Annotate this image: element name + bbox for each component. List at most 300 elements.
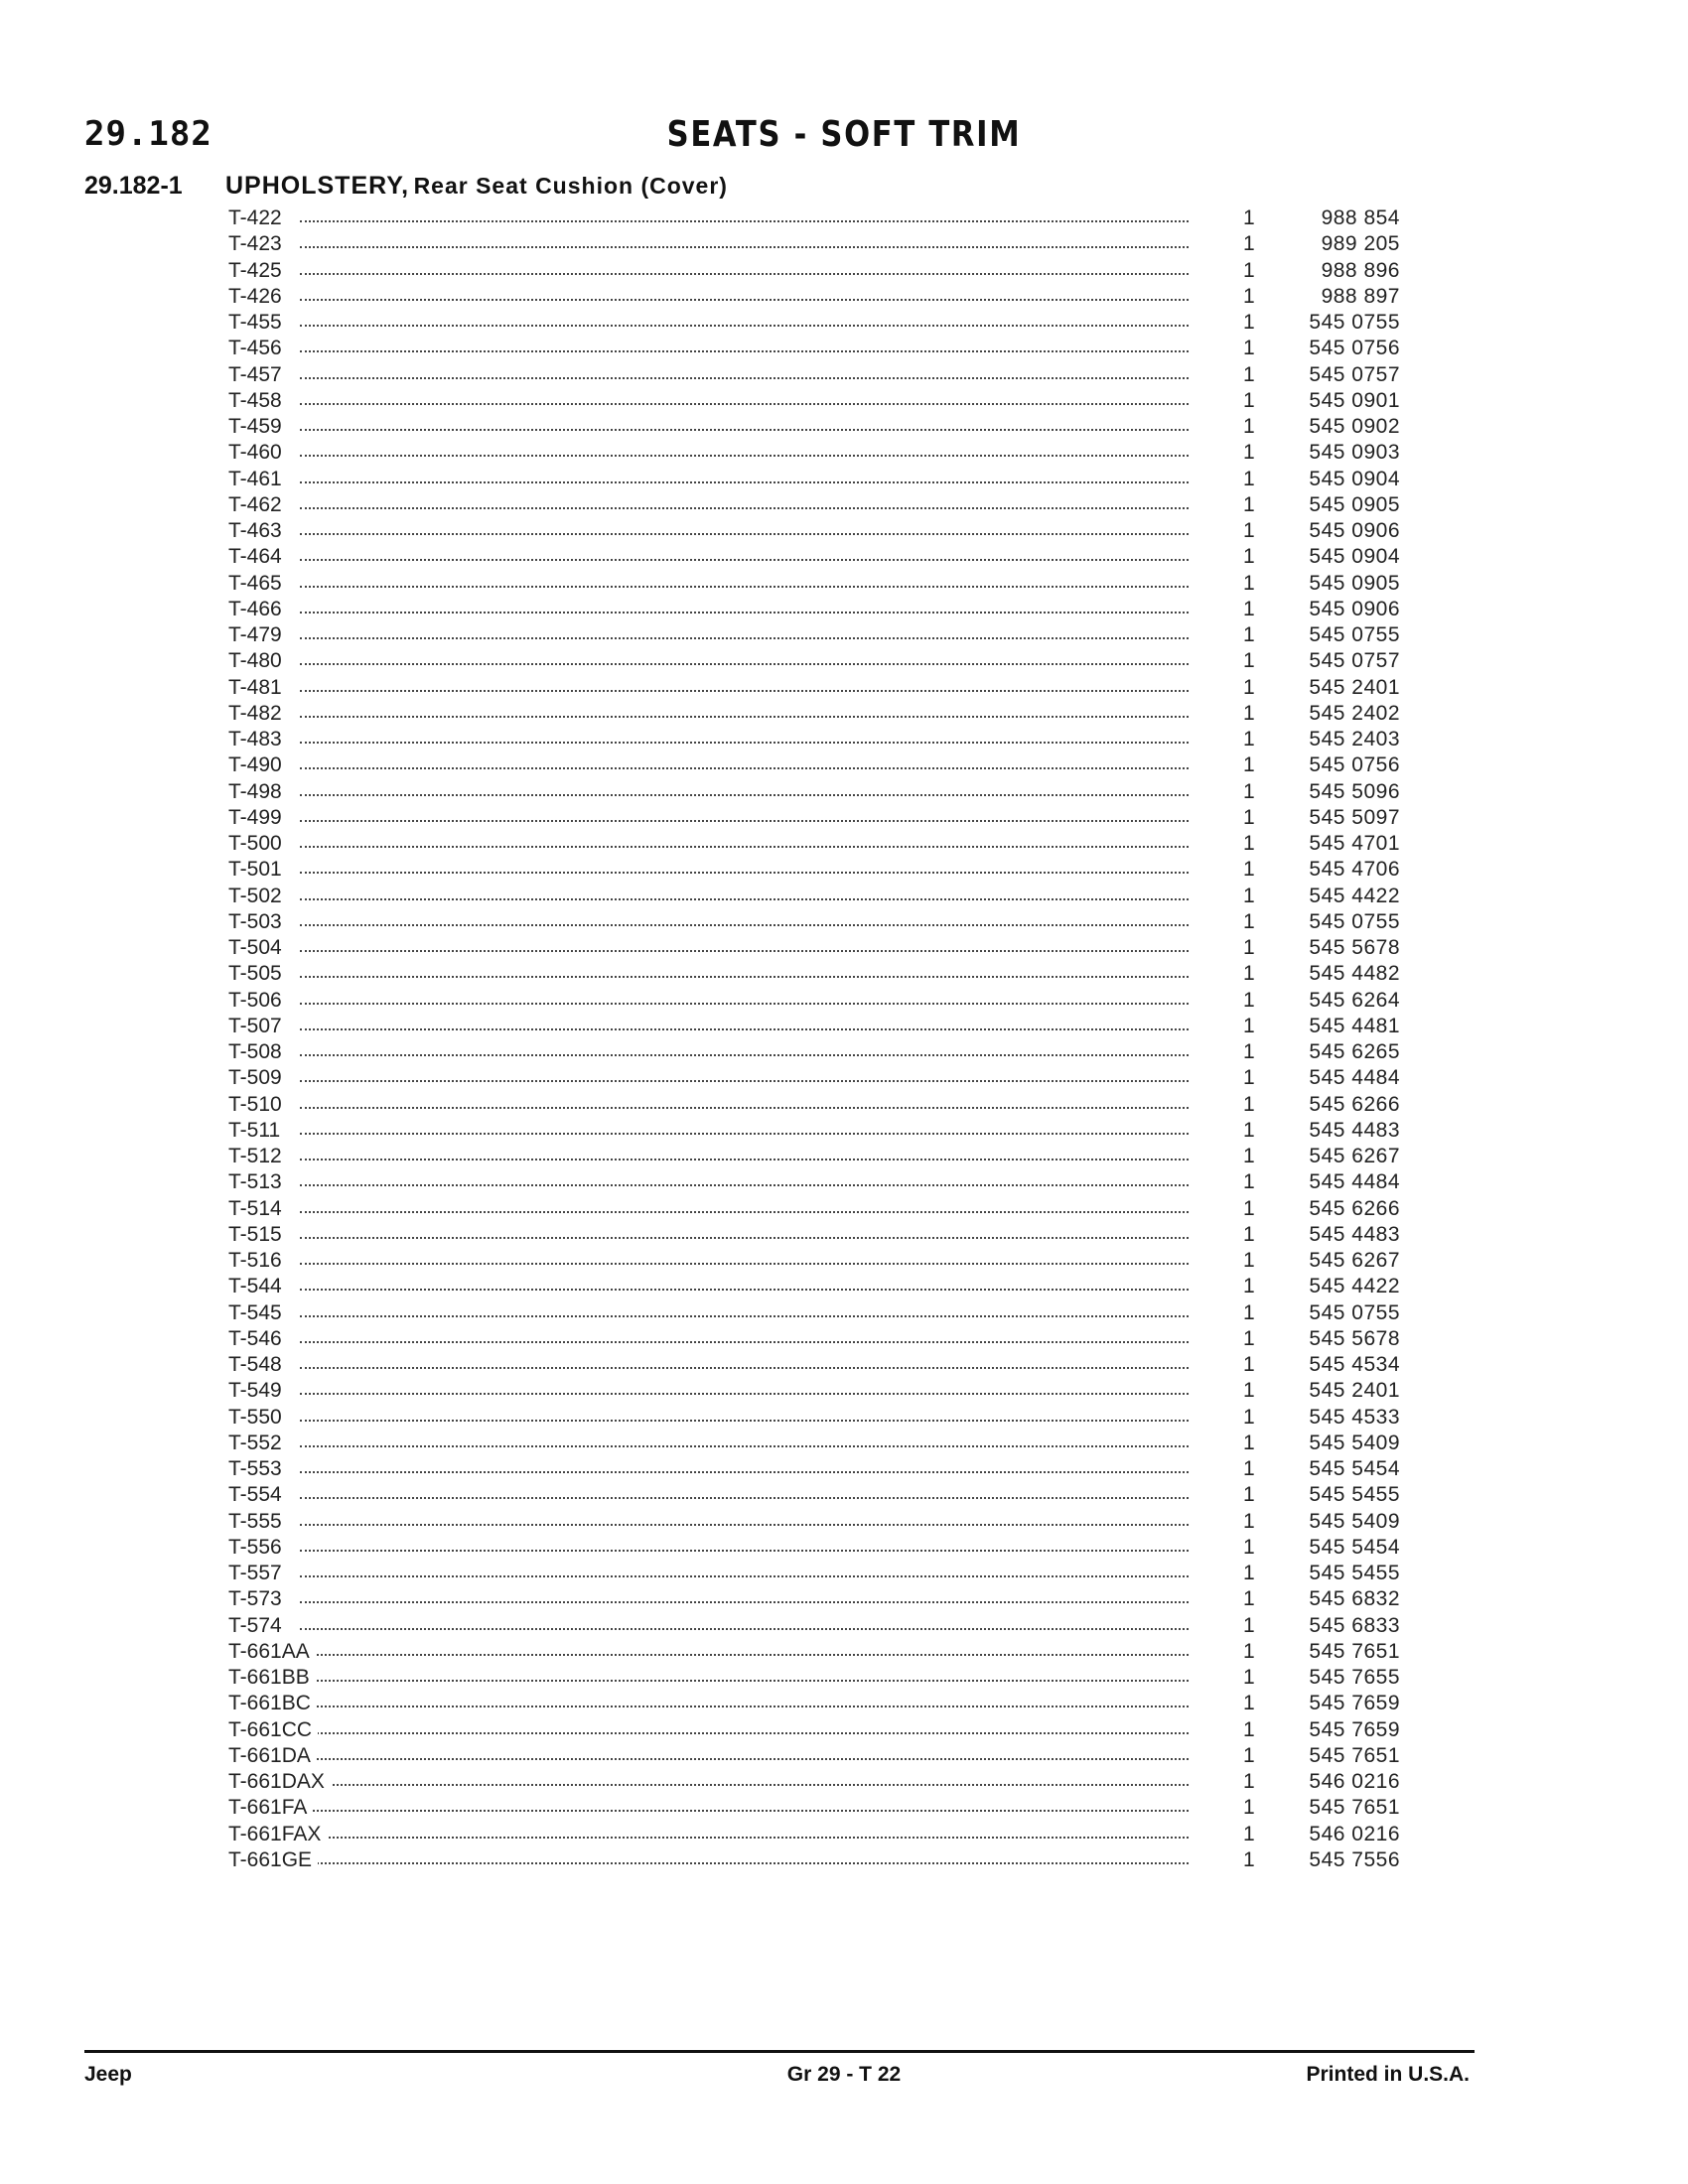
list-item <box>228 701 1400 727</box>
quantity: 1 <box>1243 1666 1255 1689</box>
dot-leader <box>300 794 1189 796</box>
part-number: 545 5455 <box>1309 1483 1400 1507</box>
trim-code: T-482 <box>228 701 288 727</box>
dot-leader <box>300 767 1189 769</box>
list-item <box>228 467 1400 492</box>
list-item <box>228 1586 1400 1612</box>
trim-code: T-461 <box>228 467 288 492</box>
dot-leader <box>300 612 1189 614</box>
part-number: 988 896 <box>1321 258 1400 282</box>
trim-code: T-463 <box>228 518 288 544</box>
dot-leader <box>300 1237 1189 1239</box>
dot-leader <box>300 325 1189 327</box>
trim-code: T-422 <box>228 205 288 231</box>
list-item <box>228 1795 1400 1821</box>
part-number: 988 854 <box>1321 206 1400 229</box>
quantity: 1 <box>1243 1847 1255 1871</box>
part-number: 545 0755 <box>1309 909 1400 933</box>
dot-leader <box>300 663 1189 665</box>
dot-leader <box>300 1133 1189 1135</box>
part-number: 545 6267 <box>1309 1145 1400 1167</box>
trim-code: T-483 <box>228 727 288 752</box>
dot-leader <box>300 1550 1189 1552</box>
trim-code: T-504 <box>228 935 288 961</box>
list-item <box>228 622 1400 648</box>
dot-leader <box>300 1341 1189 1343</box>
dot-leader <box>300 1028 1189 1030</box>
part-number: 545 0905 <box>1309 571 1400 595</box>
dot-leader <box>300 1080 1189 1082</box>
quantity: 1 <box>1243 1822 1255 1845</box>
list-item <box>228 362 1400 388</box>
quantity: 1 <box>1243 649 1255 673</box>
part-number: 545 6264 <box>1309 988 1400 1012</box>
list-item <box>228 935 1400 961</box>
quantity: 1 <box>1243 362 1255 386</box>
trim-code: T-458 <box>228 388 288 414</box>
list-item <box>228 727 1400 752</box>
trim-code: T-661DA <box>228 1743 317 1769</box>
dot-leader <box>300 637 1189 639</box>
list-item <box>228 752 1400 778</box>
dot-leader <box>300 1732 1189 1734</box>
part-number: 545 7651 <box>1309 1743 1400 1767</box>
quantity: 1 <box>1243 805 1255 829</box>
dot-leader <box>300 1862 1189 1864</box>
list-item <box>228 675 1400 701</box>
list-item <box>228 1561 1400 1586</box>
quantity: 1 <box>1243 884 1255 907</box>
trim-code: T-511 <box>228 1118 286 1144</box>
quantity: 1 <box>1243 311 1255 334</box>
dot-leader <box>300 559 1189 561</box>
trim-code: T-462 <box>228 492 288 518</box>
list-item <box>228 1222 1400 1248</box>
footer-group-ref: Gr 29 - T 22 <box>786 2063 902 2086</box>
part-number: 545 6266 <box>1309 1092 1400 1116</box>
dot-leader <box>300 742 1189 744</box>
trim-code: T-425 <box>228 258 288 284</box>
dot-leader <box>300 950 1189 952</box>
trim-code: T-661FAX <box>228 1822 327 1847</box>
quantity: 1 <box>1243 623 1255 646</box>
dot-leader <box>300 429 1189 431</box>
trim-code: T-550 <box>228 1405 288 1431</box>
section-subtitle: Rear Seat Cushion (Cover) <box>413 173 728 199</box>
list-item <box>228 648 1400 674</box>
list-item <box>228 1665 1400 1691</box>
part-number: 545 2401 <box>1309 675 1400 699</box>
trim-code: T-500 <box>228 831 288 857</box>
trim-code: T-426 <box>228 284 288 310</box>
quantity: 1 <box>1243 492 1255 516</box>
part-number: 545 0904 <box>1309 545 1400 569</box>
quantity: 1 <box>1243 1431 1255 1454</box>
dot-leader <box>300 976 1189 978</box>
part-number: 545 5678 <box>1309 1326 1400 1350</box>
quantity: 1 <box>1243 519 1255 542</box>
quantity: 1 <box>1243 1222 1255 1246</box>
trim-code: T-513 <box>228 1169 288 1195</box>
part-number: 545 4533 <box>1309 1405 1400 1429</box>
dot-leader <box>300 481 1189 483</box>
trim-code: T-456 <box>228 336 288 361</box>
part-number: 545 5678 <box>1309 936 1400 959</box>
dot-leader <box>300 1211 1189 1213</box>
list-item <box>228 571 1400 597</box>
list-item <box>228 884 1400 909</box>
quantity: 1 <box>1243 753 1255 777</box>
quantity: 1 <box>1243 779 1255 803</box>
dot-leader <box>300 1471 1189 1473</box>
quantity: 1 <box>1243 1040 1255 1063</box>
dot-leader <box>300 1680 1189 1682</box>
list-item <box>228 805 1400 831</box>
quantity: 1 <box>1243 1587 1255 1611</box>
trim-code: T-480 <box>228 648 288 674</box>
trim-code: T-661BC <box>228 1691 317 1716</box>
part-number: 545 6267 <box>1309 1249 1400 1272</box>
quantity: 1 <box>1243 1326 1255 1350</box>
trim-code: T-574 <box>228 1613 288 1639</box>
list-item <box>228 1613 1400 1639</box>
list-item <box>228 1535 1400 1561</box>
trim-code: T-509 <box>228 1065 288 1091</box>
trim-code: T-661AA <box>228 1639 316 1665</box>
trim-code: T-464 <box>228 544 288 570</box>
dot-leader <box>300 1784 1189 1786</box>
list-item <box>228 831 1400 857</box>
quantity: 1 <box>1243 284 1255 308</box>
list-item <box>228 1769 1400 1795</box>
trim-code: T-508 <box>228 1039 288 1065</box>
part-number: 545 0755 <box>1309 311 1400 334</box>
dot-leader <box>300 1497 1189 1499</box>
list-item <box>228 1378 1400 1404</box>
list-item <box>228 544 1400 570</box>
trim-code: T-510 <box>228 1092 288 1118</box>
dot-leader <box>300 299 1189 301</box>
part-number: 545 6265 <box>1309 1040 1400 1063</box>
dot-leader <box>300 1054 1189 1056</box>
quantity: 1 <box>1243 206 1255 229</box>
part-number: 545 4483 <box>1309 1222 1400 1246</box>
trim-code: T-505 <box>228 961 288 987</box>
part-number: 545 2403 <box>1309 728 1400 751</box>
trim-code: T-546 <box>228 1326 288 1352</box>
list-item <box>228 1118 1400 1144</box>
part-number: 545 0906 <box>1309 597 1400 620</box>
trim-code: T-423 <box>228 231 288 257</box>
part-number: 545 0756 <box>1309 753 1400 777</box>
footer-rule <box>84 2050 1475 2053</box>
trim-code: T-503 <box>228 909 288 935</box>
quantity: 1 <box>1243 597 1255 620</box>
dot-leader <box>300 533 1189 535</box>
part-number: 545 2402 <box>1309 701 1400 725</box>
part-number: 545 0757 <box>1309 649 1400 673</box>
dot-leader <box>300 1601 1189 1603</box>
quantity: 1 <box>1243 1275 1255 1298</box>
dot-leader <box>300 1420 1189 1422</box>
list-item <box>228 1509 1400 1535</box>
quantity: 1 <box>1243 1196 1255 1220</box>
dot-leader <box>300 377 1189 379</box>
quantity: 1 <box>1243 675 1255 699</box>
trim-code: T-498 <box>228 779 288 805</box>
dot-leader <box>300 1445 1189 1447</box>
list-item <box>228 205 1400 231</box>
list-item <box>228 231 1400 257</box>
dot-leader <box>300 820 1189 822</box>
part-number: 545 0905 <box>1309 492 1400 516</box>
quantity: 1 <box>1243 441 1255 465</box>
part-number: 545 2401 <box>1309 1379 1400 1403</box>
page-number: 29.182 <box>84 114 212 154</box>
section-heading <box>84 172 728 201</box>
list-item <box>228 336 1400 361</box>
trim-code: T-514 <box>228 1196 288 1222</box>
trim-code: T-548 <box>228 1352 288 1378</box>
trim-code: T-460 <box>228 440 288 466</box>
part-number: 546 0216 <box>1309 1770 1400 1793</box>
list-item <box>228 1274 1400 1299</box>
section-title: UPHOLSTERY, <box>225 172 410 200</box>
trim-code: T-501 <box>228 857 288 883</box>
quantity: 1 <box>1243 388 1255 412</box>
part-number: 545 5454 <box>1309 1457 1400 1480</box>
list-item <box>228 1405 1400 1431</box>
dot-leader <box>300 1393 1189 1395</box>
dot-leader <box>300 586 1189 588</box>
dot-leader <box>300 690 1189 692</box>
part-number: 545 7556 <box>1309 1847 1400 1871</box>
trim-code: T-479 <box>228 622 288 648</box>
trim-code: T-512 <box>228 1144 288 1169</box>
dot-leader <box>300 716 1189 718</box>
list-item <box>228 597 1400 622</box>
list-item <box>228 1352 1400 1378</box>
dot-leader <box>300 872 1189 874</box>
quantity: 1 <box>1243 1796 1255 1820</box>
trim-code: T-554 <box>228 1482 288 1508</box>
part-number: 545 0901 <box>1309 388 1400 412</box>
quantity: 1 <box>1243 1379 1255 1403</box>
trim-code: T-661FA <box>228 1795 313 1821</box>
part-number: 545 0757 <box>1309 362 1400 386</box>
section-number: 29.182-1 <box>84 172 183 200</box>
dot-leader <box>300 220 1189 222</box>
dot-leader <box>300 846 1189 848</box>
quantity: 1 <box>1243 337 1255 360</box>
quantity: 1 <box>1243 728 1255 751</box>
part-number: 988 897 <box>1321 284 1400 308</box>
dot-leader <box>300 1003 1189 1005</box>
trim-code: T-502 <box>228 884 288 909</box>
part-number: 545 0756 <box>1309 337 1400 360</box>
trim-code: T-466 <box>228 597 288 622</box>
list-item <box>228 1639 1400 1665</box>
part-number: 545 7651 <box>1309 1639 1400 1663</box>
part-number: 545 7659 <box>1309 1717 1400 1741</box>
part-number: 545 5409 <box>1309 1509 1400 1533</box>
page-title: SEATS - SOFT TRIM <box>666 114 1022 155</box>
quantity: 1 <box>1243 936 1255 959</box>
part-number: 545 5097 <box>1309 805 1400 829</box>
quantity: 1 <box>1243 1118 1255 1142</box>
part-number: 545 6266 <box>1309 1196 1400 1220</box>
dot-leader <box>300 1706 1189 1707</box>
dot-leader <box>300 273 1189 275</box>
list-item <box>228 1847 1400 1873</box>
trim-code: T-490 <box>228 752 288 778</box>
part-number: 545 4481 <box>1309 1014 1400 1037</box>
dot-leader <box>300 1628 1189 1630</box>
trim-code: T-544 <box>228 1274 288 1299</box>
quantity: 1 <box>1243 1562 1255 1584</box>
list-item <box>228 284 1400 310</box>
list-item <box>228 1248 1400 1274</box>
part-number: 545 5455 <box>1309 1562 1400 1584</box>
list-item <box>228 988 1400 1014</box>
list-item <box>228 1326 1400 1352</box>
quantity: 1 <box>1243 858 1255 882</box>
dot-leader <box>300 898 1189 900</box>
list-item <box>228 388 1400 414</box>
list-item <box>228 1014 1400 1039</box>
dot-leader <box>300 1654 1189 1656</box>
dot-leader <box>300 1184 1189 1186</box>
quantity: 1 <box>1243 571 1255 595</box>
trim-code: T-459 <box>228 414 288 440</box>
quantity: 1 <box>1243 1066 1255 1090</box>
list-item <box>228 1144 1400 1169</box>
part-number: 545 5454 <box>1309 1535 1400 1559</box>
quantity: 1 <box>1243 1509 1255 1533</box>
part-number: 545 4483 <box>1309 1118 1400 1142</box>
list-item <box>228 1743 1400 1769</box>
list-item <box>228 1039 1400 1065</box>
list-item <box>228 779 1400 805</box>
list-item <box>228 492 1400 518</box>
trim-code: T-557 <box>228 1561 288 1586</box>
dot-leader <box>300 1289 1189 1291</box>
trim-code: T-552 <box>228 1431 288 1456</box>
list-item <box>228 1431 1400 1456</box>
part-number: 546 0216 <box>1309 1822 1400 1845</box>
dot-leader <box>300 1837 1189 1839</box>
quantity: 1 <box>1243 701 1255 725</box>
trim-code: T-516 <box>228 1248 288 1274</box>
quantity: 1 <box>1243 909 1255 933</box>
dot-leader <box>300 1524 1189 1526</box>
dot-leader <box>300 924 1189 926</box>
part-number: 545 7659 <box>1309 1692 1400 1715</box>
list-item <box>228 909 1400 935</box>
part-number: 545 0755 <box>1309 623 1400 646</box>
part-number: 545 0904 <box>1309 467 1400 490</box>
list-item <box>228 857 1400 883</box>
quantity: 1 <box>1243 1145 1255 1167</box>
part-number: 545 0906 <box>1309 519 1400 542</box>
dot-leader <box>300 246 1189 248</box>
list-item <box>228 1196 1400 1222</box>
list-item <box>228 440 1400 466</box>
list-item <box>228 1092 1400 1118</box>
part-number: 989 205 <box>1321 232 1400 256</box>
dot-leader <box>300 1107 1189 1109</box>
quantity: 1 <box>1243 1692 1255 1715</box>
part-number: 545 7655 <box>1309 1666 1400 1689</box>
part-number: 545 4484 <box>1309 1170 1400 1194</box>
dot-leader <box>300 1758 1189 1760</box>
part-number: 545 4706 <box>1309 858 1400 882</box>
quantity: 1 <box>1243 232 1255 256</box>
quantity: 1 <box>1243 1535 1255 1559</box>
part-number: 545 4701 <box>1309 832 1400 855</box>
list-item <box>228 1169 1400 1195</box>
trim-code: T-661CC <box>228 1717 318 1743</box>
dot-leader <box>300 1159 1189 1160</box>
quantity: 1 <box>1243 1249 1255 1272</box>
part-number: 545 0902 <box>1309 415 1400 438</box>
quantity: 1 <box>1243 1483 1255 1507</box>
dot-leader <box>300 1575 1189 1577</box>
trim-code: T-481 <box>228 675 288 701</box>
list-item <box>228 1717 1400 1743</box>
trim-code: T-506 <box>228 988 288 1014</box>
quantity: 1 <box>1243 1717 1255 1741</box>
trim-code: T-549 <box>228 1378 288 1404</box>
list-item <box>228 310 1400 336</box>
trim-code: T-661GE <box>228 1847 318 1873</box>
dot-leader <box>300 1315 1189 1317</box>
quantity: 1 <box>1243 1613 1255 1637</box>
list-item <box>228 1822 1400 1847</box>
quantity: 1 <box>1243 1639 1255 1663</box>
part-number: 545 4482 <box>1309 962 1400 986</box>
trim-code: T-457 <box>228 362 288 388</box>
part-number: 545 6833 <box>1309 1613 1400 1637</box>
trim-code: T-661BB <box>228 1665 316 1691</box>
list-item <box>228 258 1400 284</box>
quantity: 1 <box>1243 832 1255 855</box>
quantity: 1 <box>1243 1743 1255 1767</box>
list-item <box>228 414 1400 440</box>
trim-code: T-553 <box>228 1456 288 1482</box>
list-item <box>228 1691 1400 1716</box>
dot-leader <box>300 507 1189 509</box>
quantity: 1 <box>1243 1300 1255 1324</box>
dot-leader <box>300 1367 1189 1369</box>
quantity: 1 <box>1243 467 1255 490</box>
quantity: 1 <box>1243 415 1255 438</box>
list-item <box>228 1456 1400 1482</box>
trim-code: T-507 <box>228 1014 288 1039</box>
part-number: 545 6832 <box>1309 1587 1400 1611</box>
list-item <box>228 1482 1400 1508</box>
quantity: 1 <box>1243 545 1255 569</box>
dot-leader <box>300 403 1189 405</box>
trim-code: T-556 <box>228 1535 288 1561</box>
footer-printed: Printed in U.S.A. <box>1306 2063 1470 2086</box>
parts-list <box>228 205 1400 1873</box>
quantity: 1 <box>1243 1014 1255 1037</box>
part-number: 545 4484 <box>1309 1066 1400 1090</box>
part-number: 545 4422 <box>1309 1275 1400 1298</box>
list-item <box>228 961 1400 987</box>
part-number: 545 7651 <box>1309 1796 1400 1820</box>
